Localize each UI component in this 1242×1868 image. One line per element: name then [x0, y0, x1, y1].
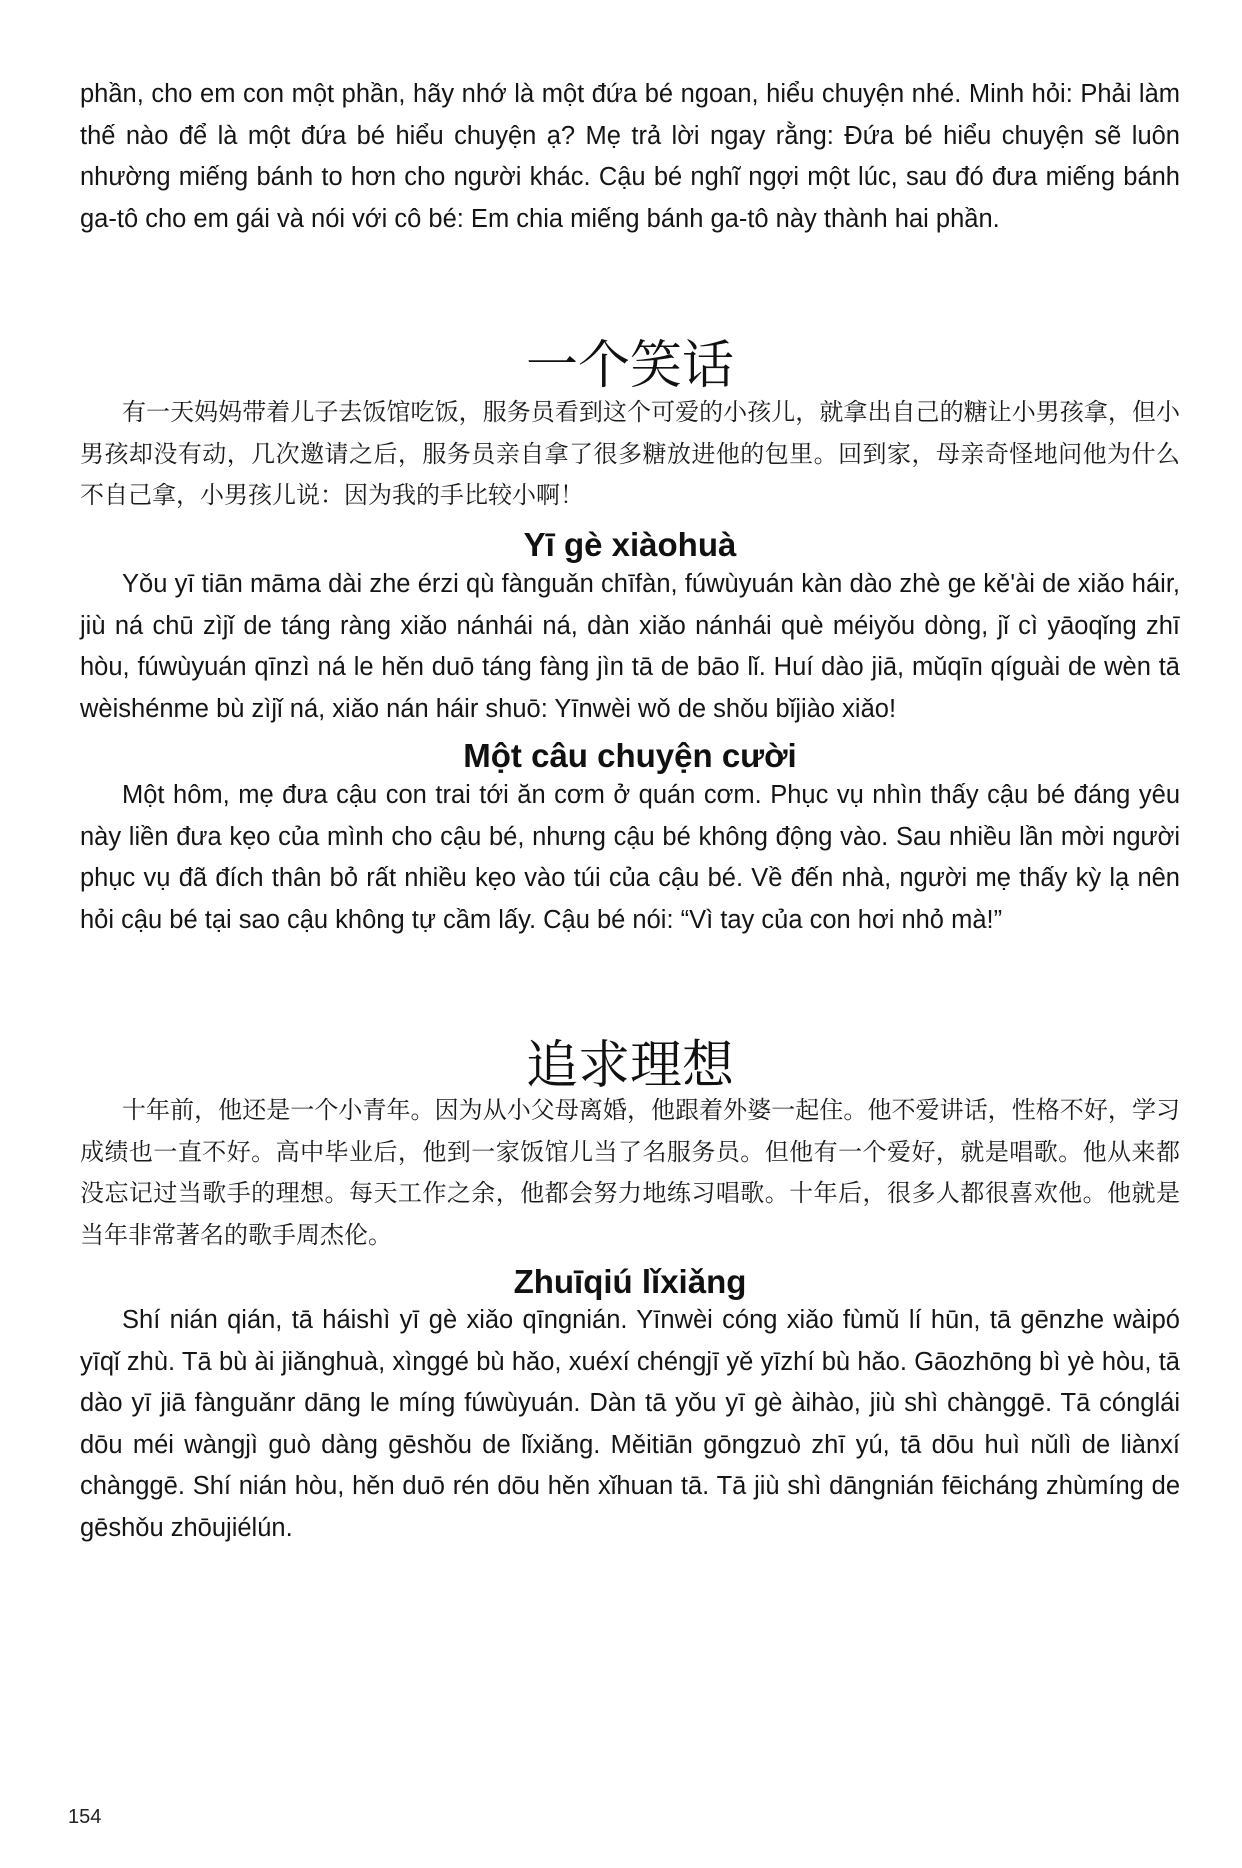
story2-pinyin-title: Zhuīqiú lǐxiǎng: [513, 1263, 747, 1300]
story1-pinyin-text: Yǒu yī tiān māma dài zhe érzi qù fànguǎn chīfàn, fúwùyuán kàn dào zhè ge kě'ài de xiǎo háir, jiù ná chū zìjǐ de táng ràng xiǎo nánhái ná, dàn xiǎo nánhái què méiyǒu dòng, jǐ cì yāoqǐng zhī hòu, fúwùyuán qīnzì ná le hěn duō táng fàng jìn tā de bāo lǐ. Huí dào jiā, mǔqīn qíguài de wèn tā wèishénme bù zìjǐ ná, xiǎo nán háir shuō: Yīnwèi wǒ de shǒu bǐjiào xiǎo!: [80, 570, 1180, 723]
intro-paragraph: phần, cho em con một phần, hãy nhớ là một đứa bé ngoan, hiểu chuyện nhé. Minh hỏi: Phải làm thế nào để là một đứa bé hiểu chuyện ạ? Mẹ trả lời ngay rằng: Đứa bé hiểu chuyện sẽ luôn nhường miếng bánh to hơn cho người khác. Cậu bé nghĩ ngợi một lúc, sau đó đưa miếng bánh ga-tô cho em gái và nói với cô bé: Em chia miếng bánh ga-tô này thành hai phần.: [80, 80, 1180, 233]
book-page: [80, 0, 1180, 1868]
story1-vietnamese-title: Một câu chuyện cười: [463, 737, 797, 774]
page-number: 154: [68, 1806, 102, 1828]
story2-chinese-text: 十年前，他还是一个小青年。因为从小父母离婚，他跟着外婆一起住。他不爱讲话，性格不好，学习成绩也一直不好。高中毕业后，他到一家饭馆儿当了名服务员。但他有一个爱好，就是唱歌。他从来都没忘记过当歌手的理想。每天工作之余，他都会努力地练习唱歌。十年后，很多人都很喜欢他。他就是当年非常著名的歌手周杰伦。: [80, 1096, 1180, 1249]
story1-pinyin-title: Yī gè xiàohuà: [523, 526, 737, 563]
story1-vietnamese-text: Một hôm, mẹ đưa cậu con trai tới ăn cơm ở quán cơm. Phục vụ nhìn thấy cậu bé đáng yêu này liền đưa kẹo của mình cho cậu bé, nhưng cậu bé không động vào. Sau nhiều lần mời người phục vụ đã đích thân bỏ rất nhiều kẹo vào túi của cậu bé. Về đến nhà, người mẹ thấy kỳ lạ nên hỏi cậu bé tại sao cậu không tự cầm lấy. Cậu bé nói: “Vì tay của con hơi nhỏ mà!”: [80, 781, 1180, 934]
story2-chinese-title: 追求理想: [525, 1036, 734, 1096]
story2-pinyin-text: Shí nián qián, tā háishì yī gè xiǎo qīngnián. Yīnwèi cóng xiǎo fùmǔ lí hūn, tā gēnzhe wàipó yīqǐ zhù. Tā bù ài jiǎnghuà, xìnggé bù hǎo, xuéxí chéngjī yě yīzhí bù hǎo. Gāozhōng bì yè hòu, tā dào yī jiā fànguǎnr dāng le míng fúwùyuán. Dàn tā yǒu yī gè àihào, jiù shì chànggē. Tā cónglái dōu méi wàngjì guò dàng gēshǒu de lǐxiǎng. Měitiān gōngzuò zhī yú, tā dōu huì nǔlì de liànxí chànggē. Shí nián hòu, hěn duō rén dōu hěn xǐhuan tā. Tā jiù shì dāngnián fēicháng zhùmíng de gēshǒu zhōujiélún.: [80, 1306, 1180, 1542]
story1-chinese-text: 有一天妈妈带着儿子去饭馆吃饭，服务员看到这个可爱的小孩儿，就拿出自己的糖让小男孩拿，但小男孩却没有动，几次邀请之后，服务员亲自拿了很多糖放进他的包里。回到家，母亲奇怪地问他为什么不自己拿，小男孩儿说：因为我的手比较小啊！: [80, 398, 1180, 509]
story1-chinese-title: 一个笑话: [525, 336, 734, 396]
